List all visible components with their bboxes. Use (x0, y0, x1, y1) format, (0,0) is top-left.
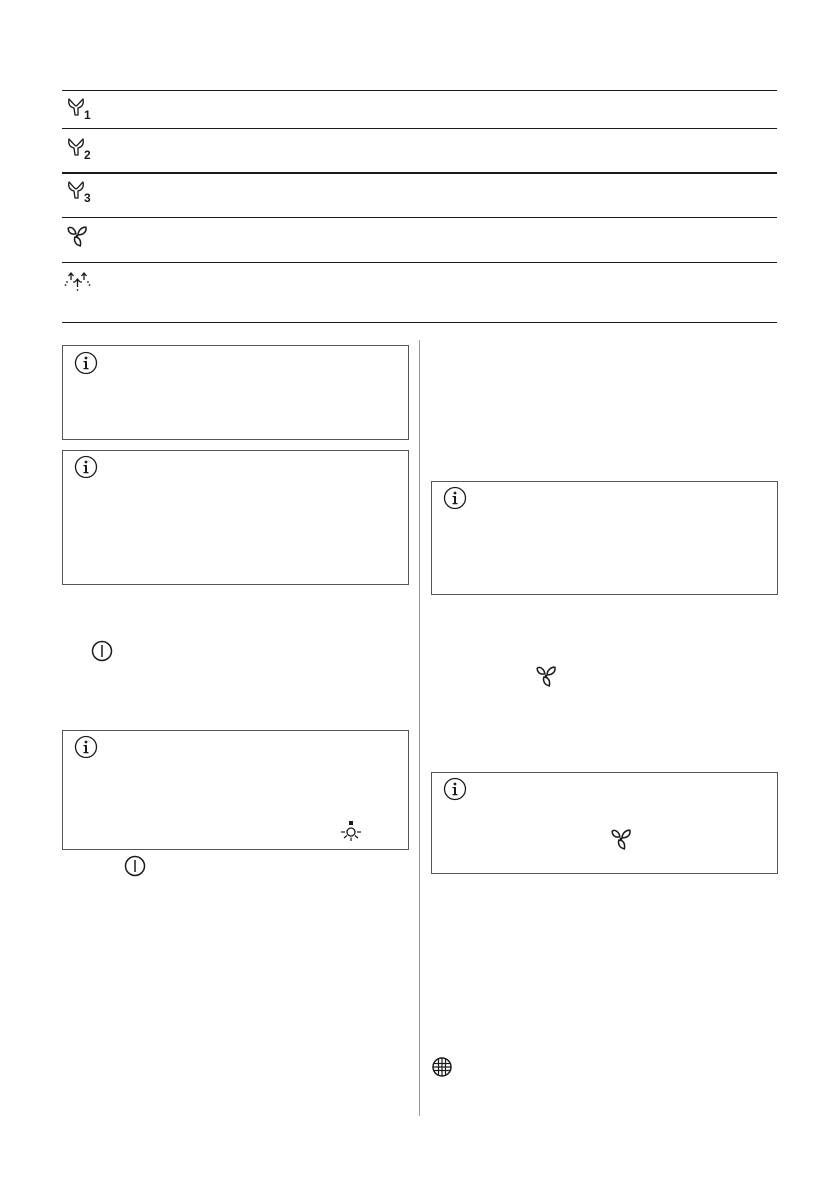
info-note-box (62, 730, 409, 850)
fan-boost-icon (66, 225, 90, 247)
fan-speed-3-icon (66, 180, 96, 204)
table-row-divider (62, 217, 777, 218)
grid-filter-icon (431, 1056, 453, 1078)
info-note-box (431, 481, 778, 595)
power-icon (91, 640, 113, 662)
fan-boost-icon (610, 828, 632, 850)
fan-speed-2-icon (66, 137, 96, 161)
column-divider (419, 340, 420, 1116)
breeze-icon (64, 268, 94, 292)
info-icon (74, 735, 98, 759)
fan-speed-1-icon (66, 97, 96, 121)
table-top-rule (62, 90, 777, 91)
info-note-box (62, 345, 409, 440)
fan-boost-icon (535, 665, 557, 687)
info-icon (443, 777, 467, 801)
table-row-divider (62, 128, 777, 129)
svg-text:3: 3 (84, 191, 91, 205)
power-icon (124, 855, 146, 877)
info-icon (443, 486, 467, 510)
info-note-box (62, 450, 409, 585)
table-bottom-rule (62, 322, 777, 323)
table-row-divider (62, 172, 777, 174)
info-icon (74, 455, 98, 479)
svg-text:2: 2 (84, 148, 91, 162)
svg-text:1: 1 (84, 108, 91, 122)
info-note-box (431, 772, 778, 874)
light-icon (339, 821, 363, 843)
table-row-divider (62, 262, 777, 263)
info-icon (74, 351, 98, 375)
